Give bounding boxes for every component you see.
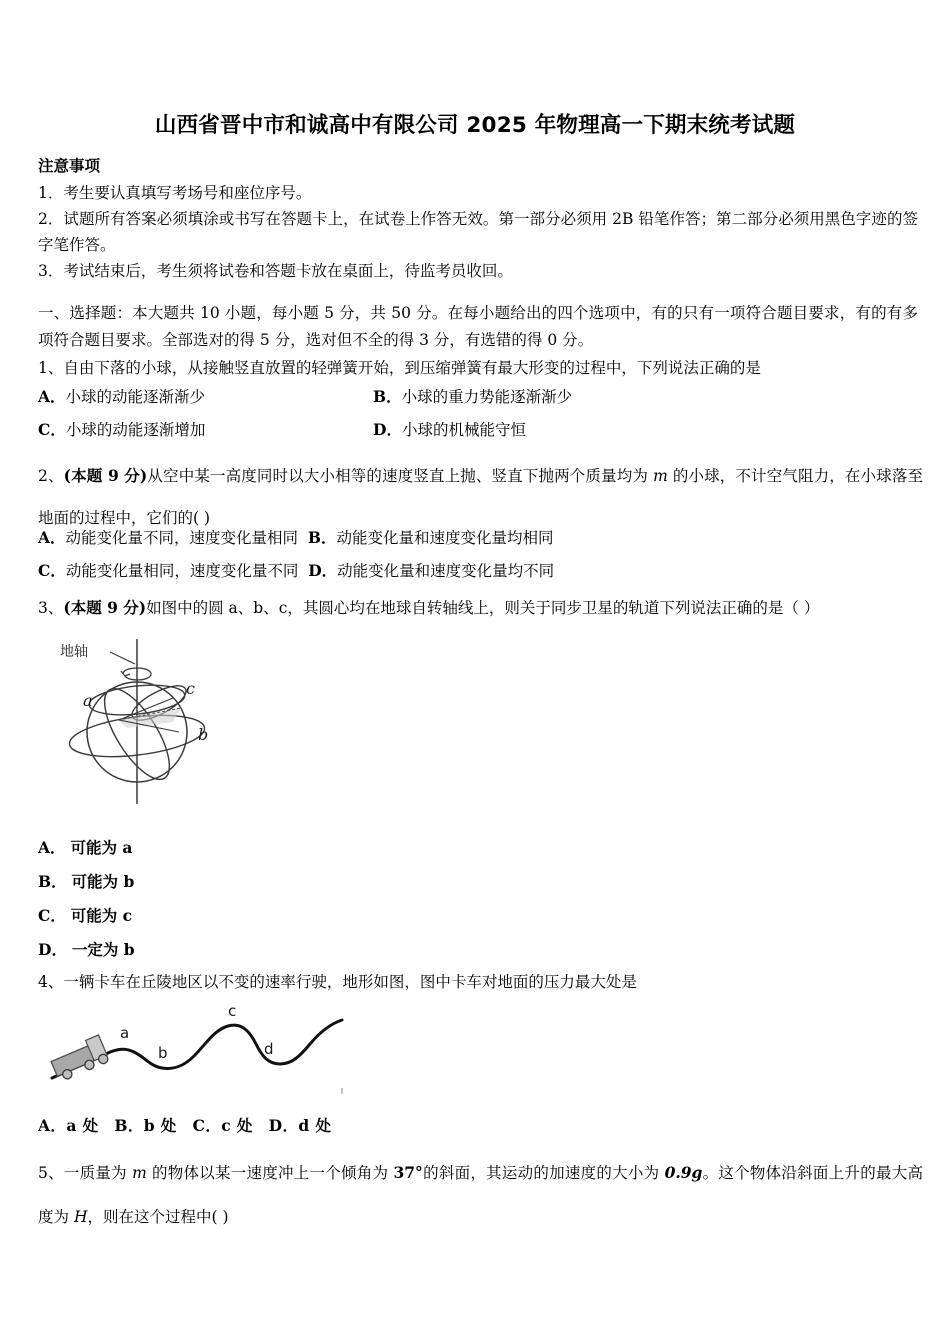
earth-axis-orbits-figure <box>55 636 285 825</box>
option-text: 一定为 b <box>71 940 135 959</box>
question-4-text: 一辆卡车在丘陵地区以不变的速率行驶，地形如图，图中卡车对地面的压力最大处是 <box>63 973 637 991</box>
option-text: 可能为 b <box>71 872 135 891</box>
option-key: A． <box>38 387 66 406</box>
question-5-text-part3: 的斜面，其运动的加速度的大小为 <box>422 1164 665 1182</box>
option-text: 动能变化量相同，速度变化量不同 <box>65 562 299 580</box>
hilly-terrain-truck-figure <box>42 1000 372 1109</box>
option-text: 动能变化量不同，速度变化量相同 <box>65 529 299 547</box>
option-key: D． <box>38 940 67 959</box>
notice-item-1: 1．考生要认真填写考场号和座位序号。 <box>38 184 312 202</box>
earth-orbits-svg <box>55 636 285 821</box>
option-key: B． <box>307 528 337 547</box>
question-5-text-part5: ，则在这个过程中( ) <box>87 1208 229 1226</box>
question-2-score-tag: (本题 9 分) <box>63 466 148 485</box>
option-key: A． <box>38 838 66 857</box>
axis-label-leader-line <box>110 652 135 664</box>
question-4-number: 4、 <box>38 973 64 991</box>
orbit-b-label: b <box>198 725 209 744</box>
option-key: D． <box>373 420 402 439</box>
question-2-options-row-1[interactable] <box>38 526 554 550</box>
terrain-point-label-a: a <box>120 1024 130 1042</box>
question-1-option-a[interactable] <box>38 385 205 409</box>
hill-terrain-svg <box>42 1000 372 1105</box>
question-1-number: 1、 <box>38 359 64 377</box>
question-1-option-b[interactable] <box>373 385 572 409</box>
option-text: 小球的动能逐渐渐少 <box>65 388 206 406</box>
question-1-option-c[interactable] <box>38 418 205 442</box>
question-1-text: 自由下落的小球，从接触竖直放置的轻弹簧开始，到压缩弹簧有最大形变的过程中，下列说法正确的是 <box>63 359 761 377</box>
option-text: 动能变化量和速度变化量均相同 <box>336 529 554 547</box>
notice-item-3: 3．考试结束后，考生须将试卷和答题卡放在桌面上，待监考员收回。 <box>38 262 513 280</box>
question-5-angle-value: 37° <box>393 1163 423 1182</box>
question-1-option-d[interactable] <box>373 418 526 442</box>
question-3-option-d[interactable] <box>38 938 135 962</box>
question-3-stem <box>38 594 923 622</box>
terrain-point-label-c: c <box>228 1002 237 1020</box>
question-4-stem <box>38 969 923 996</box>
notice-item-2: 2．试题所有答案必须填涂或书写在答题卡上，在试卷上作答无效。第一部分必须用 2B 铅笔作答；第二部分必须用黑色字迹的签字笔作答。 <box>38 210 918 254</box>
terrain-point-label-b: b <box>158 1044 168 1062</box>
question-2-text-part2: 的小球，不计空气阻力，在小球落至地面的过程中，它们的( ) <box>38 467 923 527</box>
option-text: 动能变化量和速度变化量均不同 <box>337 562 555 580</box>
question-5-variable-m: m <box>132 1164 147 1182</box>
option-key: B． <box>38 872 67 891</box>
question-2-variable-m: m <box>653 467 668 485</box>
page-title: 山西省晋中市和诚高中有限公司 2025 年物理高一下期末统考试题 <box>154 113 796 138</box>
option-text: 小球的动能逐渐增加 <box>65 421 206 439</box>
earth-axis-label: 地轴 <box>60 644 88 660</box>
option-key: A． <box>38 528 66 547</box>
rotation-arrowhead <box>121 671 130 676</box>
option-text: 小球的机械能守恒 <box>401 421 526 439</box>
option-key: B． <box>373 387 402 406</box>
question-4-options-row[interactable]: A．a 处 B．b 处 C．c 处 D．d 处 <box>38 1116 332 1135</box>
terrain-point-label-d: d <box>264 1040 274 1058</box>
question-3-option-b[interactable] <box>38 870 134 894</box>
option-text: 可能为 c <box>70 906 133 925</box>
question-3-text: 如图中的圆 a、b、c，其圆心均在地球自转轴线上，则关于同步卫星的轨道下列说法正确的是（ ） <box>146 599 820 617</box>
question-3-option-a[interactable] <box>38 836 132 860</box>
question-3-number: 3、 <box>38 599 64 617</box>
truck-graphic <box>49 1035 110 1082</box>
question-5-text-part2: 的物体以某一速度冲上一个倾角为 <box>146 1164 394 1182</box>
question-3-option-c[interactable] <box>38 904 132 928</box>
question-5-variable-h: H <box>73 1208 88 1226</box>
option-key: C． <box>38 420 66 439</box>
question-3-score-tag: (本题 9 分) <box>63 598 147 617</box>
question-5-number: 5、 <box>38 1164 64 1182</box>
option-key: C． <box>38 561 66 580</box>
option-key: C． <box>38 906 66 925</box>
orbit-a-label: a <box>83 691 93 710</box>
section-heading-choice-questions: 一、选择题：本大题共 10 小题，每小题 5 分，共 50 分。在每小题给出的四个选项中，有的只有一项符合题目要求，有的有多项符合题目要求。全部选对的得 5 分，选对但不全的得 3 分，有选错的得 0 分。 <box>38 304 918 349</box>
question-5-stem <box>38 1151 923 1239</box>
question-2-text-part1: 从空中某一高度同时以大小相等的速度竖直上抛、竖直下抛两个质量均为 <box>147 467 654 485</box>
question-2-options-row-2[interactable] <box>38 559 554 583</box>
orbit-c-label: c <box>186 679 195 698</box>
question-1-stem <box>38 355 923 382</box>
option-key: D． <box>308 561 338 580</box>
question-2-number: 2、 <box>38 467 64 485</box>
option-text: 小球的重力势能逐渐渐少 <box>401 388 573 406</box>
question-5-acceleration-value: 0.9g <box>664 1163 703 1182</box>
question-5-text-part1: 一质量为 <box>63 1164 133 1182</box>
notice-heading: 注意事项 <box>38 157 101 175</box>
option-text: 可能为 a <box>70 838 133 857</box>
question-5-text-part4: 。这个物体沿斜面上升的最大高度为 <box>38 1164 923 1226</box>
